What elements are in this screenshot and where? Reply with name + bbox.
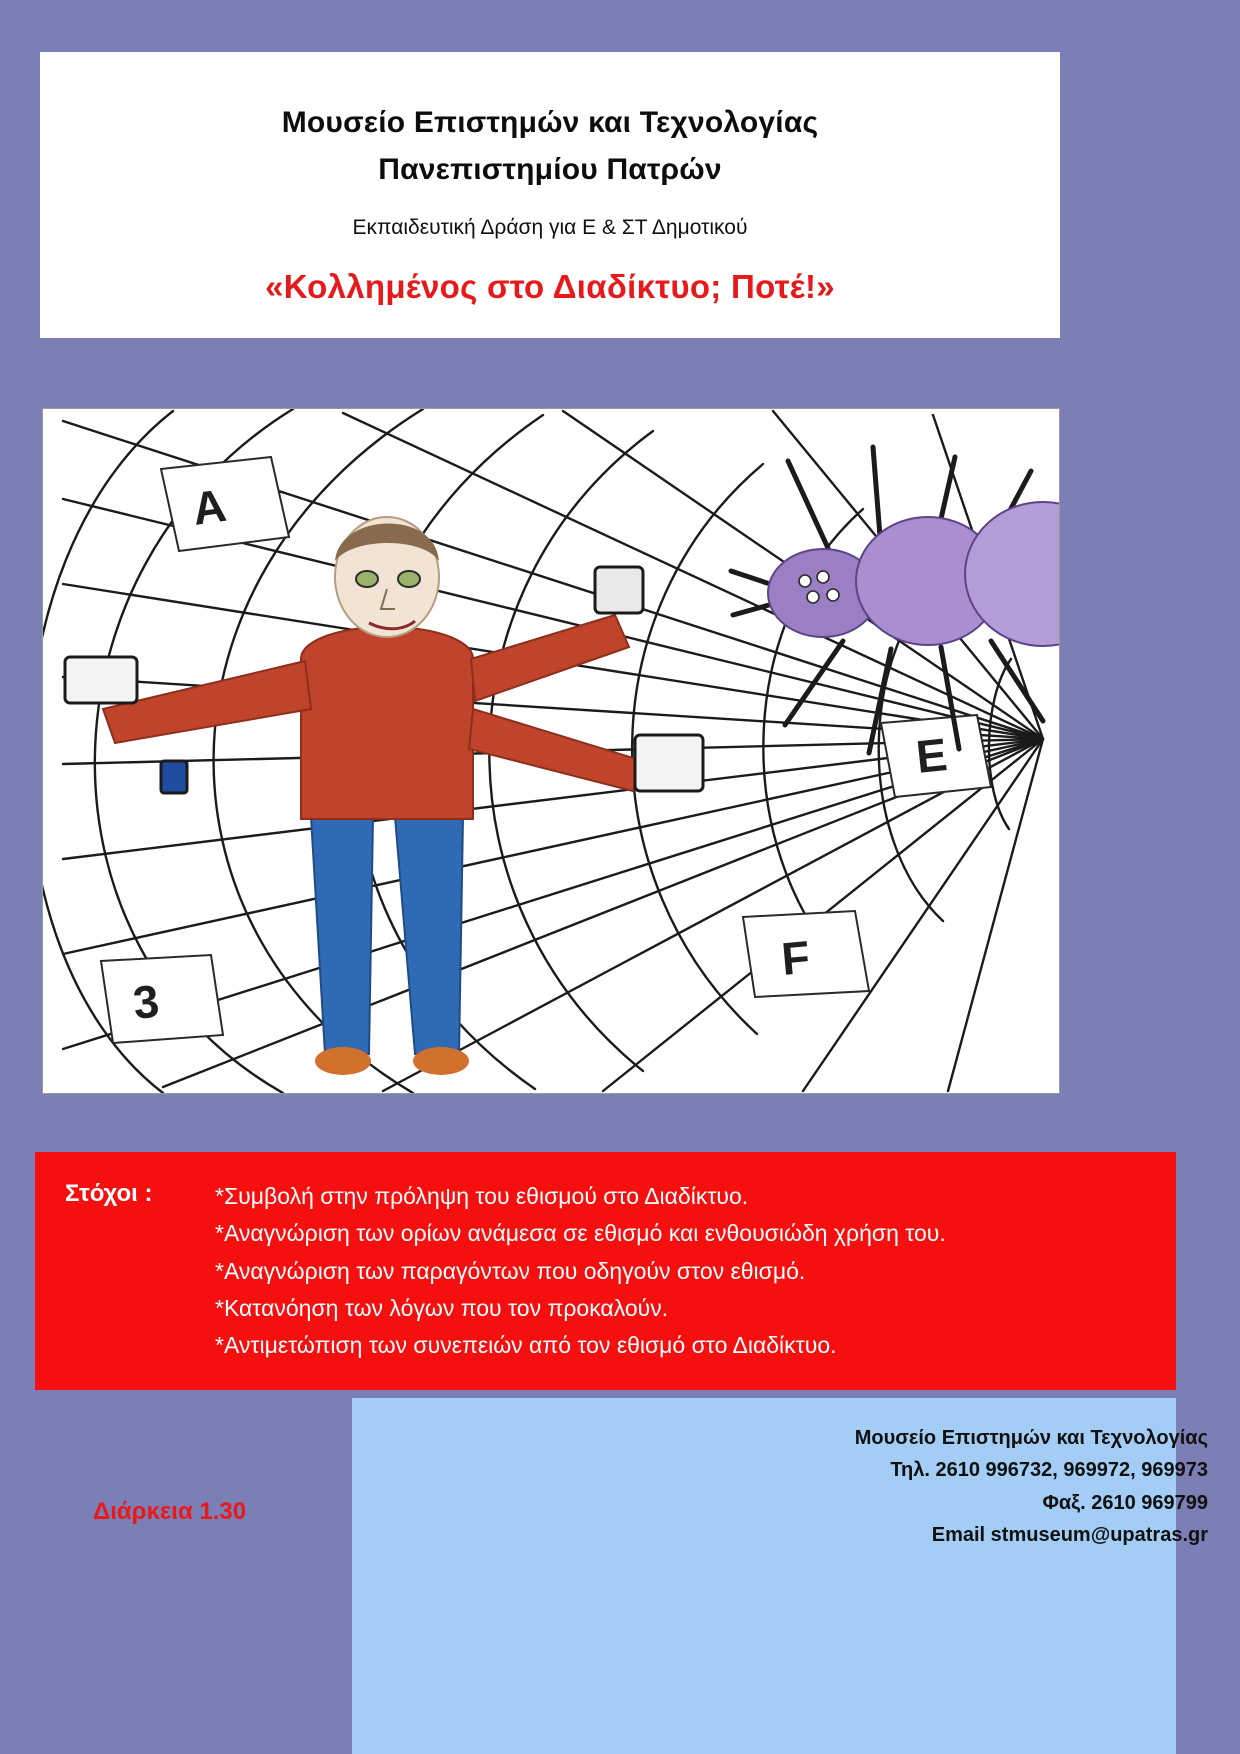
list-item: *Συμβολή στην πρόληψη του εθισμού στο Διαδίκτυο. <box>215 1183 749 1209</box>
museum-title-line-1: Μουσείο Επιστημών και Τεχνολογίας <box>281 106 819 139</box>
svg-text:E: E <box>913 728 950 783</box>
list-item: *Αναγνώριση των ορίων ανάμεσα σε εθισμό και ενθουσιώδη χρήση του. <box>215 1220 946 1247</box>
duration-label: Διάρκεια 1.30 <box>93 1498 247 1525</box>
contact-line-email: Email stmuseum@upatras.gr <box>931 1524 1208 1547</box>
contact-line: Τηλ. 2610 996732, 969972, 969973 <box>890 1459 1208 1482</box>
illustration-canvas <box>43 409 1059 1093</box>
list-item: *Κατανόηση των λόγων που τον προκαλούν. <box>215 1294 669 1321</box>
page-title: «Κολλημένος στο Διαδίκτυο; Ποτέ!» <box>265 268 835 306</box>
illustration-frame <box>42 408 1060 1094</box>
museum-title-line-2: Πανεπιστημίου Πατρών <box>378 152 722 186</box>
spider-web-drawing <box>43 409 1059 1093</box>
contact-line: Μουσείο Επιστημών και Τεχνολογίας <box>854 1427 1208 1449</box>
goals-list <box>215 1178 1146 1370</box>
list-item: *Αναγνώριση των παραγόντων που οδηγούν στον εθισμό. <box>215 1257 806 1284</box>
svg-text:F: F <box>779 930 812 985</box>
header-subtitle: Εκπαιδευτική Δράση για Ε & ΣΤ Δημοτικού <box>352 216 748 239</box>
goals-label: Στόχοι : <box>65 1180 153 1207</box>
contact-line: Φαξ. 2610 969799 <box>1042 1491 1208 1514</box>
svg-text:A: A <box>189 478 230 535</box>
list-item: *Αντιμετώπιση των συνεπειών από τον εθισμό στο Διαδίκτυο. <box>215 1332 837 1358</box>
svg-text:3: 3 <box>130 974 162 1029</box>
goals-box <box>35 1152 1176 1390</box>
header-box <box>40 52 1060 338</box>
contact-block <box>648 1422 1208 1552</box>
